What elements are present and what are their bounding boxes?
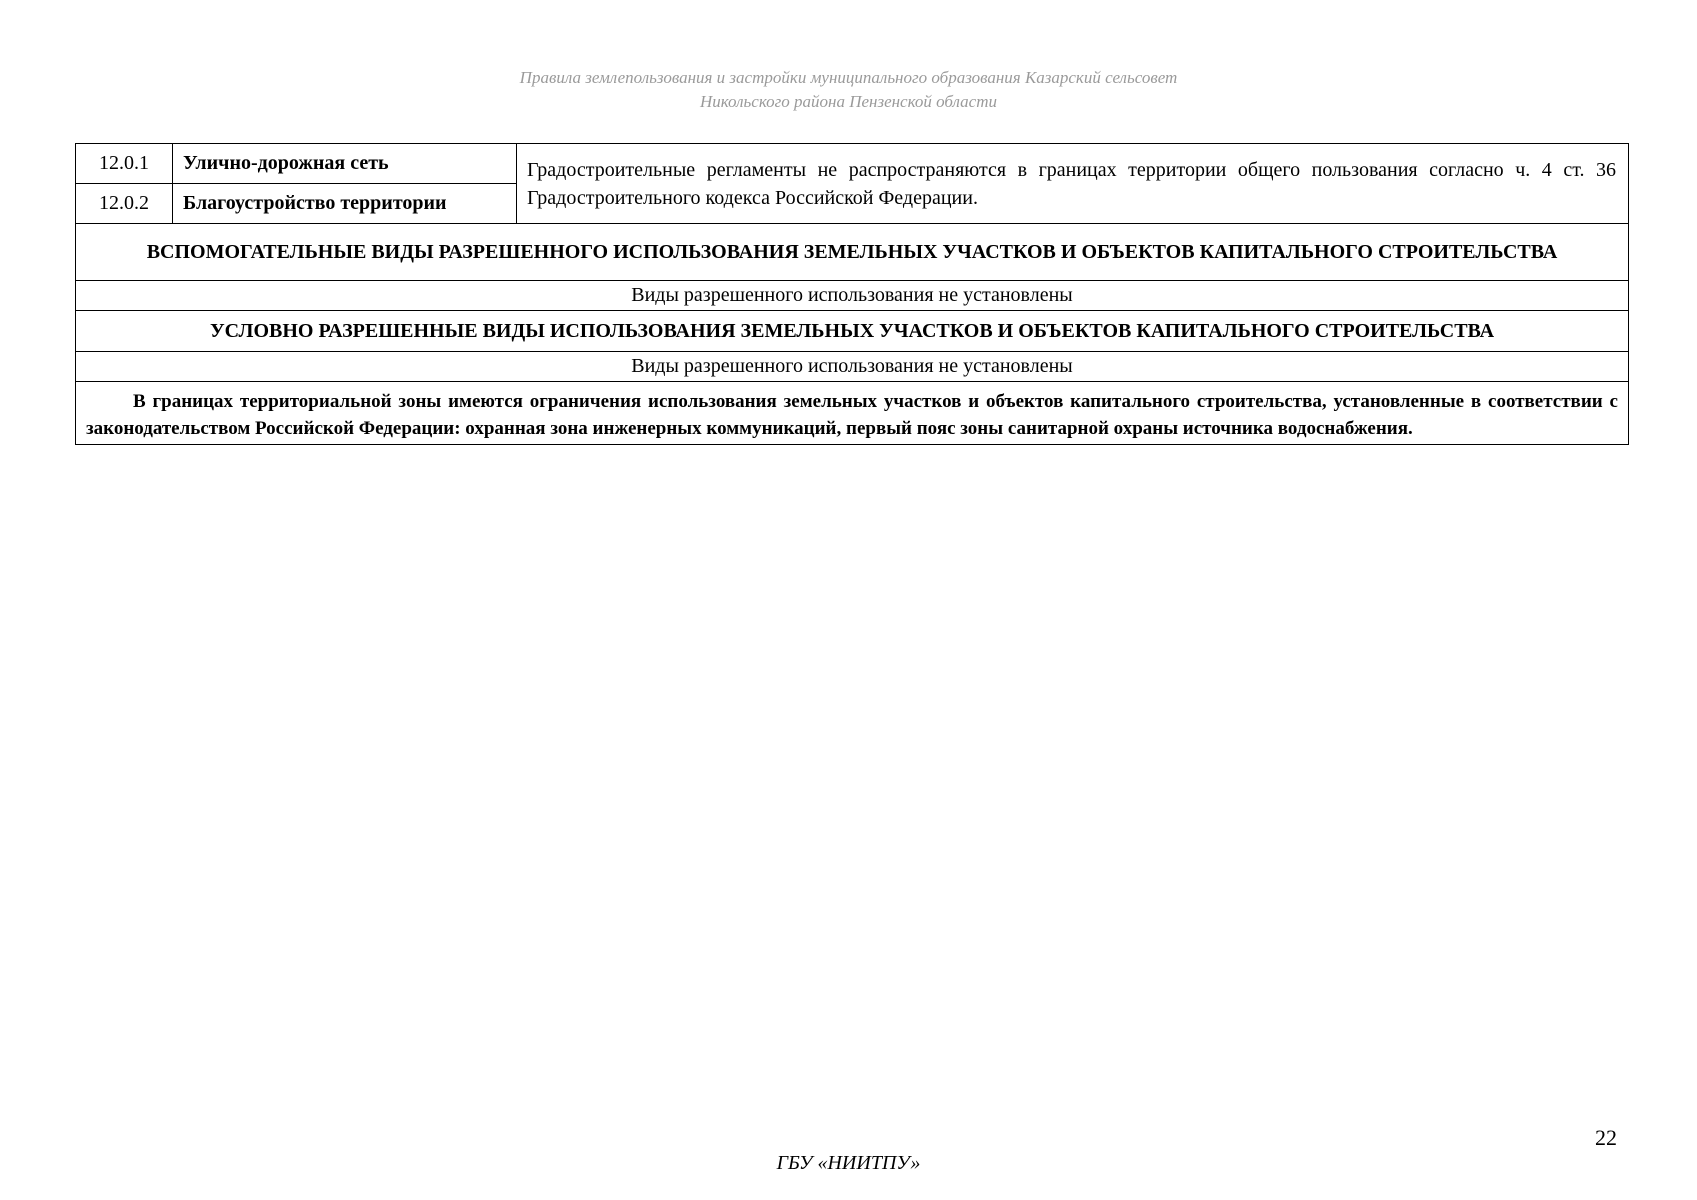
auxiliary-uses-title: ВСПОМОГАТЕЛЬНЫЕ ВИДЫ РАЗРЕШЕННОГО ИСПОЛЬЗОВАНИЯ ЗЕМЕЛЬНЫХ УЧАСТКОВ И ОБЪЕКТОВ КАПИТАЛЬНОГО СТРОИТЕЛЬСТВА (76, 224, 1629, 281)
use-description-cell: Градостроительные регламенты не распространяются в границах территории общего пользования согласно ч. 4 ст. 36 Градостроительного кодекса Российской Федерации. (517, 144, 1629, 224)
page-number: 22 (1595, 1125, 1617, 1150)
table-row (76, 382, 1629, 445)
restrictions-cell (76, 382, 1629, 445)
regulations-table (75, 143, 1629, 445)
conditional-uses-note: Виды разрешенного использования не установлены (76, 352, 1629, 382)
restrictions-text: В границах территориальной зоны имеются ограничения использования земельных участков и объектов капитального строительства, установленные в соответствии с законодательством Российской Федерации: охранная зона инженерных коммуникаций, первый пояс зоны санитарной охраны источника водоснабжения. (86, 391, 1618, 439)
page-header (0, 66, 1697, 114)
table-row (76, 281, 1629, 311)
table-row (76, 224, 1629, 281)
auxiliary-uses-note: Виды разрешенного использования не установлены (76, 281, 1629, 311)
conditional-uses-title: УСЛОВНО РАЗРЕШЕННЫЕ ВИДЫ ИСПОЛЬЗОВАНИЯ ЗЕМЕЛЬНЫХ УЧАСТКОВ И ОБЪЕКТОВ КАПИТАЛЬНОГО СТРОИТЕЛЬСТВА (76, 311, 1629, 352)
header-line-1: Правила землепользования и застройки муниципального образования Казарский сельсовет (519, 68, 1178, 87)
table-row (76, 352, 1629, 382)
use-code-cell: 12.0.2 (76, 184, 173, 224)
use-name-cell: Улично-дорожная сеть (173, 144, 517, 184)
page-footer: ГБУ «НИИТПУ» (776, 1152, 921, 1174)
use-code-cell: 12.0.1 (76, 144, 173, 184)
use-name-cell: Благоустройство территории (173, 184, 517, 224)
table-row (76, 144, 1629, 184)
header-line-2: Никольского района Пензенской области (699, 92, 998, 111)
table-row (76, 311, 1629, 352)
